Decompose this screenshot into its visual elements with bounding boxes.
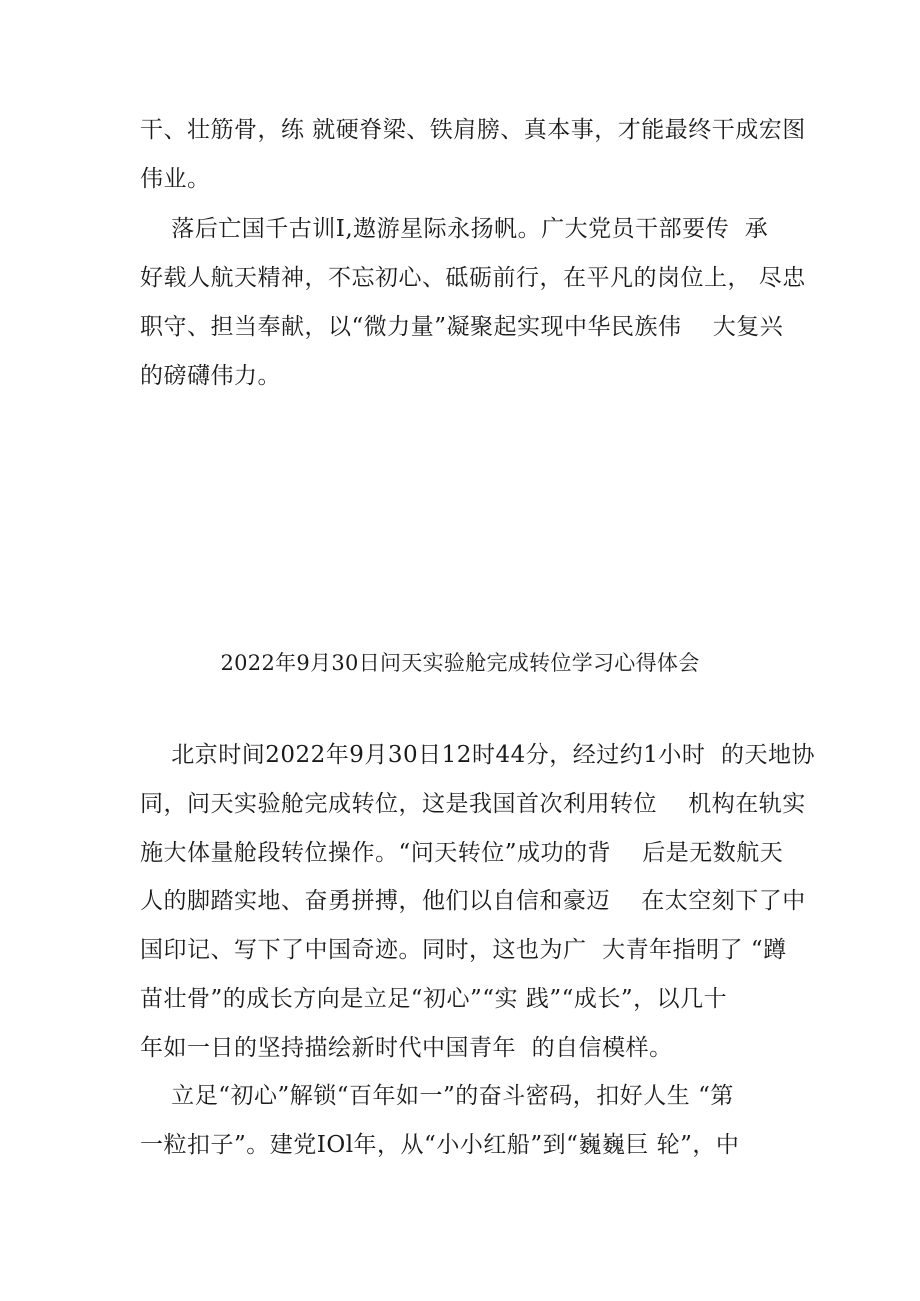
- paragraph-line: 职守、担当奉献，以“微力量”凝聚起实现中华民族伟 大复兴: [140, 314, 784, 340]
- paragraph-line: 苗壮骨”的成长方向是立足“初心”“实 践”“成长”，以几十: [140, 986, 728, 1012]
- paragraph-line: 施大体量舱段转位操作。“问天转位”成功的背 后是无数航天: [140, 840, 784, 866]
- paragraph-line: 干、壮筋骨，练 就硬脊梁、铁肩膀、真本事，才能最终干成宏图: [140, 117, 806, 143]
- paragraph-line: 同，问天实验舱完成转位，这是我国首次利用转位 机构在轨实: [140, 791, 806, 817]
- paragraph-line: 伟业。: [140, 166, 211, 192]
- paragraph-line: 国印记、写下了中国奇迹。同时，这也为广 大青年指明了 “蹲: [140, 937, 787, 963]
- paragraph-line: 好载人航天精神，不忘初心、砥砺前行，在平凡的岗位上， 尽忠: [140, 265, 806, 291]
- paragraph-line: 落后亡国千古训I,遨游星际永扬帆。广大党员干部要传 承: [140, 216, 769, 242]
- document-title: 2022年9月30日问天实验舱完成转位学习心得体会: [220, 651, 700, 675]
- paragraph-line: 北京时间2022年9月30日12时44分，经过约1小时 的天地协: [140, 742, 815, 768]
- paragraph-line: 立足“初心”解锁“百年如一”的奋斗密码，扣好人生 “第: [140, 1083, 734, 1109]
- paragraph-line: 一粒扣子”。建党IOl年，从“小小红船”到“巍巍巨 轮”，中: [140, 1132, 740, 1158]
- paragraph-line: 年如一日的坚持描绘新时代中国青年 的自信模样。: [140, 1035, 673, 1061]
- paragraph-line: 的磅礴伟力。: [140, 363, 281, 389]
- paragraph-line: 人的脚踏实地、奋勇拼搏，他们以自信和豪迈 在太空刻下了中: [140, 888, 806, 914]
